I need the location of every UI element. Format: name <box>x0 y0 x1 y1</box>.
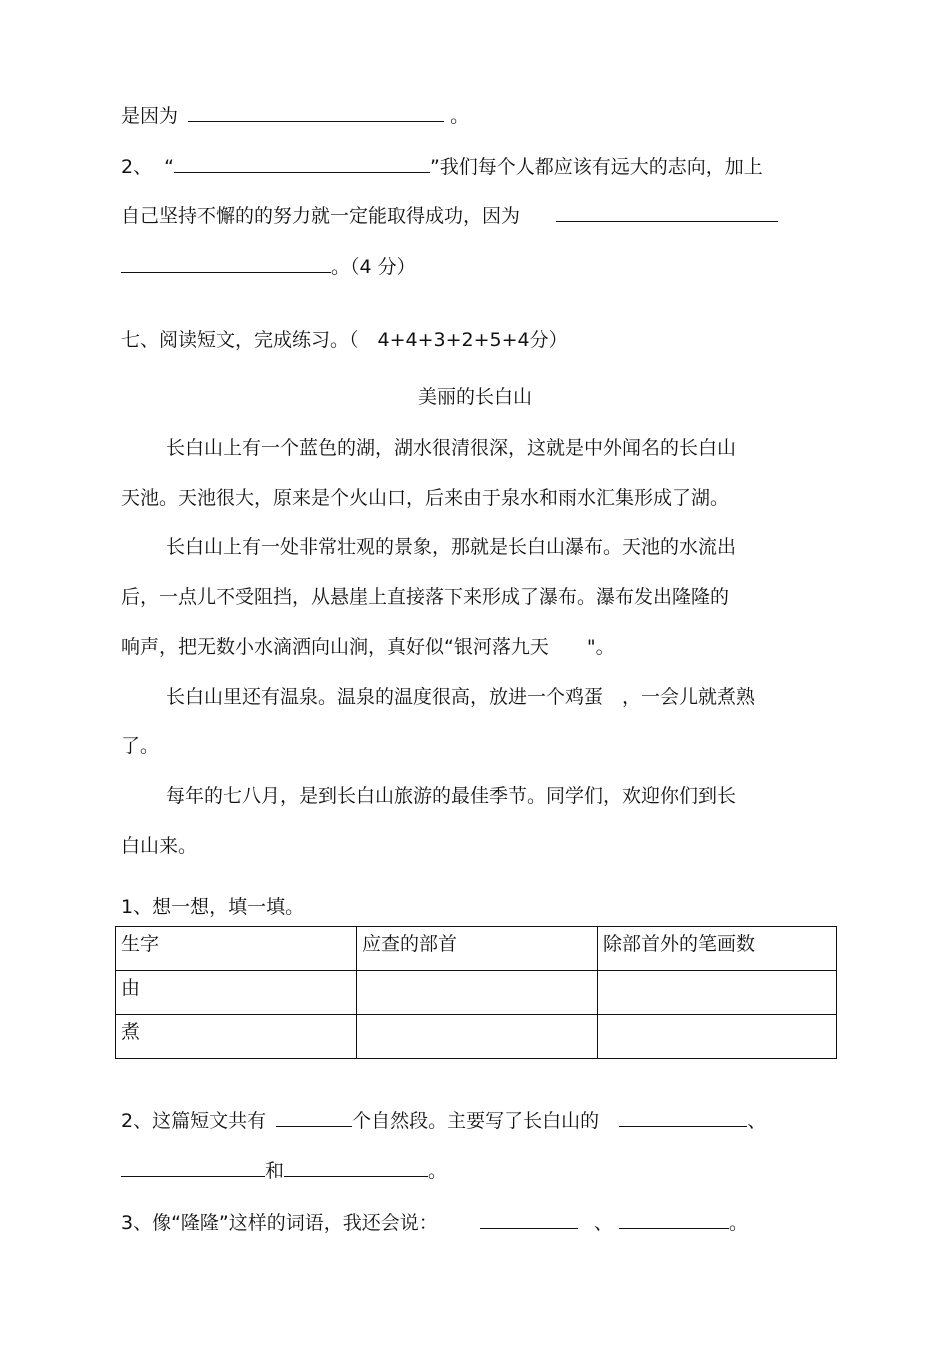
feature-blank-1[interactable] <box>619 1108 747 1127</box>
q2-number: 2、 <box>121 156 153 178</box>
table-header-cell: 除部首外的笔画数 <box>598 927 837 971</box>
table-header-row <box>116 927 837 971</box>
question-2-line2 <box>121 1158 447 1183</box>
table-cell-character: 煮 <box>116 1015 357 1059</box>
table-cell-strokes[interactable] <box>598 1015 837 1059</box>
q2-quote-blank[interactable] <box>174 154 430 173</box>
q3-part1: 3、像“隆隆”这样的词语，我还会说： <box>121 1212 438 1234</box>
passage-line: 天池。天池很大，原来是个火山口，后来由于泉水和雨水汇集形成了湖。 <box>121 487 730 509</box>
question-2-line1 <box>121 1108 766 1133</box>
paragraph-count-blank[interactable] <box>276 1108 352 1127</box>
q2-line3-end: 。（4 分） <box>331 256 416 278</box>
feature-blank-2[interactable] <box>121 1158 265 1177</box>
q3-end: 。 <box>728 1212 748 1234</box>
passage-line: 响声，把无数小水滴洒向山涧，真好似“银河落九天 "。 <box>121 636 615 658</box>
q3-sep: 、 <box>593 1212 613 1234</box>
q2-line1 <box>121 154 763 179</box>
section7-heading: 七、阅读短文，完成练习。（ 4+4+3+2+5+4分） <box>121 329 568 351</box>
passage-line: 后，一点儿不受阻挡，从悬崖上直接落下来形成了瀑布。瀑布发出隆隆的 <box>121 586 730 608</box>
q2-line2-text: 自己坚持不懈的的努力就一定能取得成功，因为 <box>121 205 521 227</box>
word-blank-2[interactable] <box>619 1210 729 1229</box>
q2-part3: 、 <box>747 1110 767 1132</box>
feature-blank-3[interactable] <box>284 1158 428 1177</box>
passage-title: 美丽的长白山 <box>417 386 532 408</box>
table-cell-radical[interactable] <box>357 1015 598 1059</box>
table-cell-radical[interactable] <box>357 971 598 1015</box>
fill-in-table <box>115 926 837 1059</box>
q1-answer-blank[interactable] <box>188 103 444 122</box>
q2-open-quote: “ <box>164 156 174 178</box>
passage-line: 长白山上有一个蓝色的湖，湖水很清很深，这就是中外闻名的长白山 <box>166 437 737 459</box>
q2-end: 。 <box>428 1160 448 1182</box>
table-header-cell: 生字 <box>116 927 357 971</box>
q2-close-text: ”我们每个人都应该有远大的志向，加上 <box>429 156 763 178</box>
q2-line3 <box>121 254 416 279</box>
q2-part1: 2、这篇短文共有 <box>121 1110 267 1132</box>
table-cell-strokes[interactable] <box>598 971 837 1015</box>
q1-tail-end: 。 <box>450 105 470 127</box>
q1-tail-line <box>121 103 469 128</box>
table-row <box>116 1015 837 1059</box>
passage-line: 长白山里还有温泉。温泉的温度很高，放进一个鸡蛋 ，一会儿就煮熟 <box>166 686 756 708</box>
word-blank-1[interactable] <box>480 1210 578 1229</box>
table-cell-character: 由 <box>116 971 357 1015</box>
passage-line: 了。 <box>121 735 160 757</box>
q2-reason-blank-1[interactable] <box>556 203 778 222</box>
q2-line2 <box>121 203 778 228</box>
passage-line: 每年的七八月，是到长白山旅游的最佳季节。同学们，欢迎你们到长 <box>166 785 737 807</box>
q2-part2: 个自然段。主要写了长白山的 <box>352 1110 600 1132</box>
table-row <box>116 971 837 1015</box>
passage-line: 白山来。 <box>121 835 198 857</box>
question-1-label: 1、想一想，填一填。 <box>121 896 305 918</box>
passage-line: 长白山上有一处非常壮观的景象，那就是长白山瀑布。天池的水流出 <box>166 536 737 558</box>
q1-tail-prefix: 是因为 <box>121 105 179 127</box>
q2-reason-blank-2[interactable] <box>121 254 331 273</box>
table-header-cell: 应查的部首 <box>357 927 598 971</box>
question-3-line <box>121 1210 748 1235</box>
q2-and: 和 <box>265 1160 285 1182</box>
